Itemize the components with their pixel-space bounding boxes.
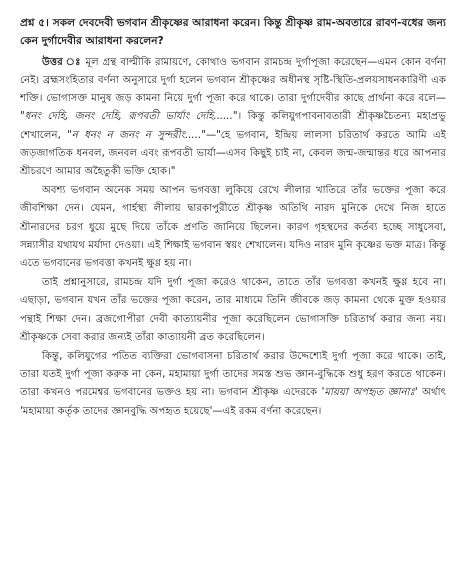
answer-text-4a: কিন্তু, কলিযুগের পতিত ব্যক্তিরা ভোগবাসনা চরিতার্থ করার উদ্দেশ্যেই দুর্গা পূজা করে থাকে। তাই, তারা যতই দুর্গা পূজা করুক না কেন, মহামায়া দুর্গা তাদের সমস্ত শুভ জ্ঞান-বুদ্ধিকে শুধু হরণ করতে থাকেন। তারা কখনও পরমেশ্বর ভগবানের ভক্তও হয় না। ভগবান শ্রীকৃষ্ণ এদেরকে	[20, 351, 446, 399]
question-text: সকল দেবদেবী ভগবান শ্রীকৃষ্ণের আরাধনা করেন। কিন্তু শ্রীকৃষ্ণ রাম-অবতারে রাবণ-বধের জন্য কেন দুর্গাদেবীর আরাধনা করলেন?	[20, 17, 446, 48]
answer-quote-3: 'মায়য়া অপহৃত জ্ঞানাঃ'	[321, 387, 418, 399]
question-paragraph	[20, 14, 446, 51]
document-page	[20, 14, 446, 559]
answer-quote-1: "ধনং দেহি, জনং দেহি, রূপবতী ভার্যাং দেহি......"	[20, 111, 238, 123]
answer-paragraph-2: অবশ্য ভগবান অনেক সময় আপন ভগবত্তা লুকিয়ে রেখে লীলার খাতিরে তাঁর ভক্তের পূজা করে জীবশিক্ষা দেন। যেমন, গার্হস্থ্য লীলায় দ্বারকাপুরীতে শ্রীকৃষ্ণ অতিথি নারদ মুনিকে দেখে নিজ হাতে শ্রীনারদের চরণ ধুয়ে মুছে দিয়ে তাঁকে প্রণতি জানিয়ে ছিলেন। কারণ গৃহস্থদের কর্তব্য হচ্ছে সাধুসেবা, সন্ন্যাসীর যথাযথ মর্যাদা দেওয়া। এই শিক্ষাই ভগবান স্বয়ং শেখালেন। যদিও নারদ মুনি কৃষ্ণের ভক্ত মাত্র। কিন্তু এতে ভগবানের ভগবত্তা কখনই ক্ষুণ্ণ হয় না।	[20, 185, 446, 270]
answer-paragraph-4	[20, 348, 446, 421]
answer-text-1b: । কিন্তু কলিযুগপাবনাবতারী শ্রীকৃষ্ণচৈতন্য মহাপ্রভু শেখালেন,	[20, 111, 446, 141]
answer-label: উত্তর ঃ	[42, 56, 82, 68]
answer-paragraph-3: তাই প্রশ্নানুসারে, রামচন্দ্র যদি দুর্গা পূজা করেও থাকেন, তাতে তাঁর ভগবত্তা কখনই ক্ষুণ্ণ হবে না। এছাড়া, ভগবান যখন তাঁর ভক্তের পূজা করেন, তার মাধ্যমে তিনি জীবকে জড় কামনা থেকে মুক্ত হওয়ার পন্থাই শিক্ষা দেন। ব্রজগোপীরা দেবী কাত্যায়নীর পূজা করেছিলেন ভোগাসক্তি চরিতার্থ করার জন্য নয়। শ্রীকৃষ্ণকে সেবা করার জন্যই তাঁরা কাত্যায়নী ব্রত করেছিলেন।	[20, 277, 446, 343]
answer-quote-2: "ন ধনং ন জনং ন সুন্দরীং....."	[67, 129, 206, 141]
question-number: প্রশ্ন ৫।	[20, 17, 49, 29]
answer-paragraph-1	[20, 54, 446, 181]
answer-text-1c: —"হে ভগবান, ইন্দ্রিয় লালসা চরিতার্থ করতে আমি এই জড়জাগতিক ধনবল, জনবল এবং রূপবতী ভার্যা—এসব কিছুই চাই না, কেবল জন্ম-জন্মান্তর ধরে আপনার শ্রীচরণে আমার অহৈতুকী ভক্তি হোক।"	[20, 129, 446, 178]
answer-text-1a: মূল গ্রন্থ বাল্মীকি রামায়ণে, কোথাও ভগবান রামচন্দ্র দুর্গাপূজা করেছেন—এমন কোন বর্ণনা নেই। ব্রহ্মসংহিতার বর্ণনা অনুসারে দুর্গা হলেন ভগবান শ্রীকৃষ্ণের অধীনস্থ সৃষ্টি-স্থিতি-প্রলয়সাধনকারিণী এক শক্তি। ভোগাসক্ত মানুষ জড় কামনা নিয়ে দুর্গা পূজা করে থাকে। তারা দুর্গাদেবীর কাছে প্রার্থনা করে বলে—	[20, 56, 446, 105]
answer-text-4b: অর্থাৎ 'মহামায়া কর্তৃক তাদের জ্ঞানবুদ্ধি অপহৃত হয়েছে'—এই রকম বর্ণনা করেছেন।	[20, 387, 446, 417]
